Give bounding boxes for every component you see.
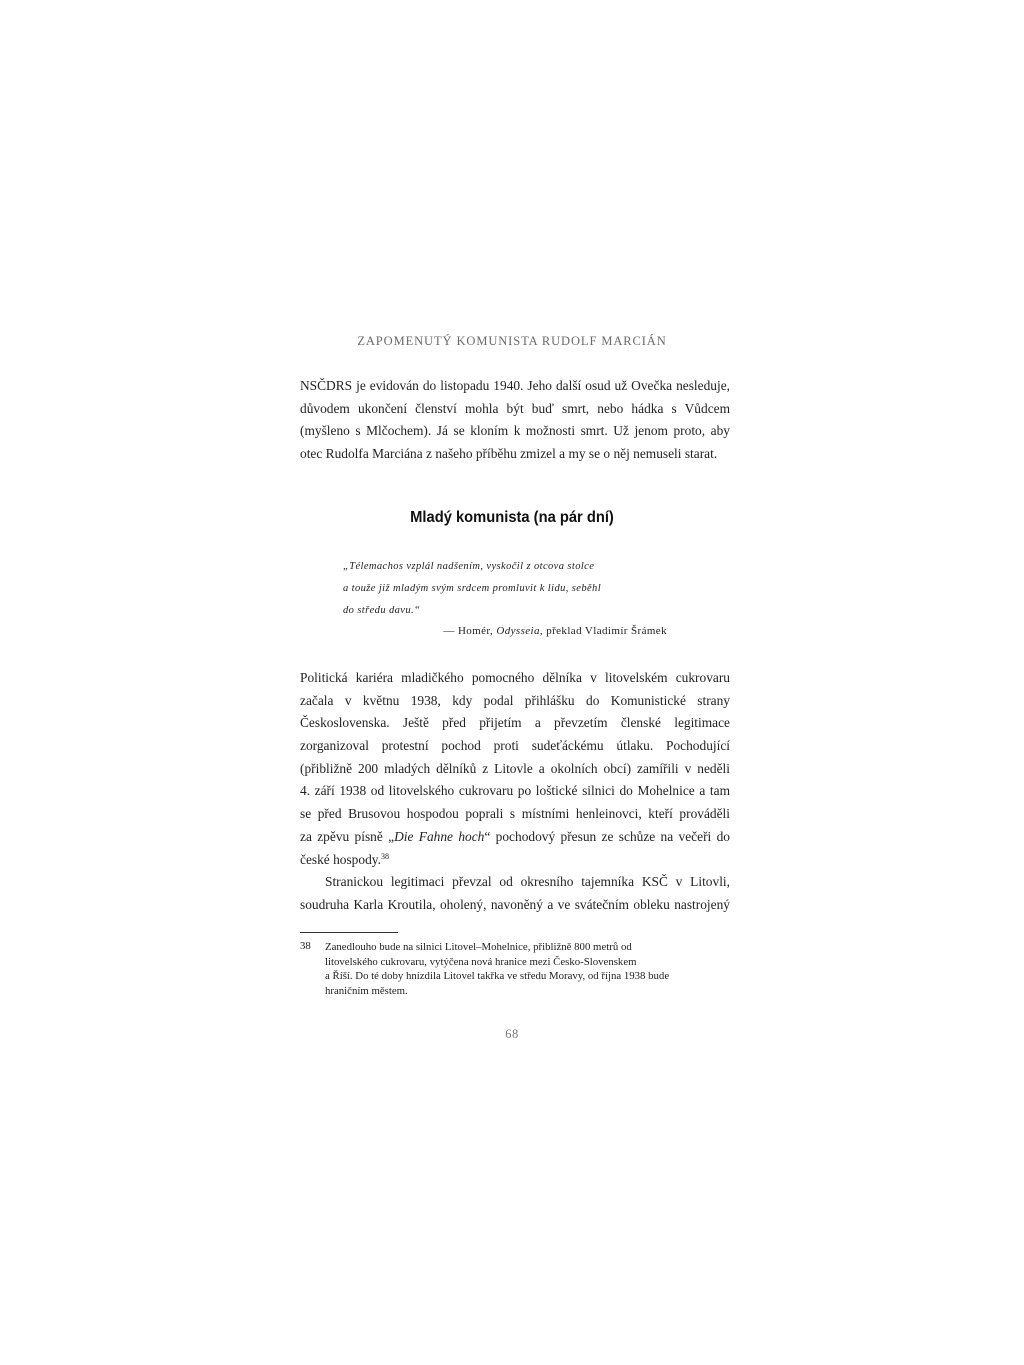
attribution-author: — Homér, (443, 625, 497, 637)
text-line: otec Rudolfa Marciána z našeho příběhu zmizel a my se o něj nemuseli starat. (300, 446, 718, 462)
footnote-text (325, 940, 725, 999)
footnote-line: a Říší. Do té doby hnízdila Litovel takřka ve středu Moravy, od října 1938 bude (325, 970, 670, 983)
song-line-before: za zpěvu písně „ (300, 828, 395, 844)
text-line: Československa. Ještě před přijetím a převzetím členské legitimace (300, 715, 730, 731)
song-line-after: “ pochodový přesun ze schůze na večeři do (484, 828, 730, 844)
text-line: Stranickou legitimaci převzal od okresního tajemníka KSČ v Litovli, (325, 874, 730, 890)
attribution-work: Odysseia (496, 625, 540, 637)
text-line: (přibližně 200 mladých dělníků z Litovle a okolních obcí) zamířili v neděli (300, 760, 730, 776)
text-line: Politická kariéra mladičkého pomocného dělníka v litovelském cukrovaru (300, 670, 730, 685)
text-line-song (300, 826, 730, 849)
main-text (300, 667, 730, 917)
text-line: důvodem ukončení členství mohla být buď smrt, nebo hádka s Vůdcem (300, 400, 730, 416)
song-title: Die Fahne hoch (394, 828, 485, 844)
running-head: ZAPOMENUTÝ KOMUNISTA RUDOLF MARCIÁN (357, 334, 667, 348)
epigraph-line: do středu davu.“ (343, 605, 421, 616)
text-line: se před Brusovou hospodou poprali s místními henleinovci, kteří prováděli (300, 806, 730, 822)
text-line (300, 849, 730, 872)
footnote-divider (300, 932, 398, 933)
intro-paragraph (300, 375, 730, 466)
text-line: soudruha Karla Kroutila, oholený, navoněný a ve svátečním obleku nastrojený (300, 896, 730, 912)
epigraph-line: „Télemachos vzplál nadšením, vyskočil z otcova stolce (343, 561, 595, 572)
text-line: 4. září 1938 od litovelského cukrovaru po loštické silnici do Mohelnice a tam (300, 783, 730, 799)
attribution-translator: , překlad Vladimír Šrámek (539, 625, 667, 637)
epigraph-line: a touže již mladým svým srdcem promluvit k lidu, seběhl (343, 583, 602, 594)
text-line: NSČDRS je evidován do listopadu 1940. Jeho další osud už Ovečka nesleduje, (300, 378, 730, 393)
section-heading: Mladý komunista (na pár dní) (410, 509, 614, 526)
epigraph-attribution (443, 625, 667, 637)
footnote-number: 38 (300, 940, 311, 952)
text-line: zorganizoval protestní pochod proti sudeťáckému útlaku. Pochodující (300, 738, 730, 754)
text-line: začala v květnu 1938, kdy podal přihlášku do Komunistické strany (300, 692, 730, 708)
text-line-end: české hospody. (300, 851, 381, 867)
epigraph (343, 556, 673, 622)
footnote-line: Zanedlouho bude na silnici Litovel–Mohelnice, přibližně 800 metrů od (325, 941, 632, 953)
footnote-reference[interactable]: 38 (380, 851, 389, 861)
text-line: (myšleno s Mlčochem). Já se kloním k možnosti smrt. Už jenom proto, aby (300, 423, 730, 439)
page-number: 68 (505, 1027, 519, 1041)
footnote-line: hraničním městem. (325, 985, 408, 998)
footnote-line: litovelského cukrovaru, vytýčena nová hranice mezi Česko-Slovenskem (325, 955, 637, 968)
